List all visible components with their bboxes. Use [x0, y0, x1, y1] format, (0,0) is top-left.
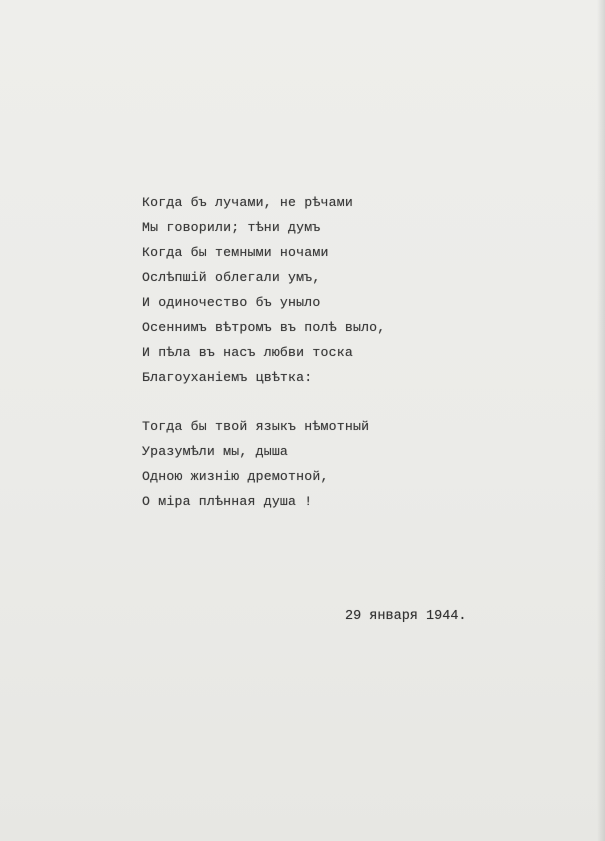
- poem-stanza-2: [142, 414, 369, 514]
- poem-stanza-1: [142, 190, 385, 390]
- poem-line: Одною жизнію дремотной,: [142, 469, 329, 484]
- poem-line: И пѣла въ насъ любви тоска: [142, 345, 353, 360]
- poem-line: Мы говорили; тѣни думъ: [142, 220, 321, 235]
- poem-line: Когда бъ лучами, не рѣчами: [142, 195, 353, 210]
- poem-line: И одиночество бъ уныло: [142, 295, 321, 310]
- poem-line: Когда бы темными ночами: [142, 245, 329, 260]
- poem-line: Ослѣпшій облегали умъ,: [142, 270, 321, 285]
- poem-line: Тогда бы твой языкъ нѣмотный: [142, 419, 370, 434]
- poem-line: О міра плѣнная душа !: [142, 494, 313, 509]
- poem-line: Благоуханіемъ цвѣтка:: [142, 370, 313, 385]
- poem-date: 29 января 1944.: [345, 609, 467, 624]
- poem-line: Уразумѣли мы, дыша: [142, 444, 289, 459]
- poem-line: Осеннимъ вѣтромъ въ полѣ выло,: [142, 320, 386, 335]
- page-edge-shadow: [597, 0, 605, 841]
